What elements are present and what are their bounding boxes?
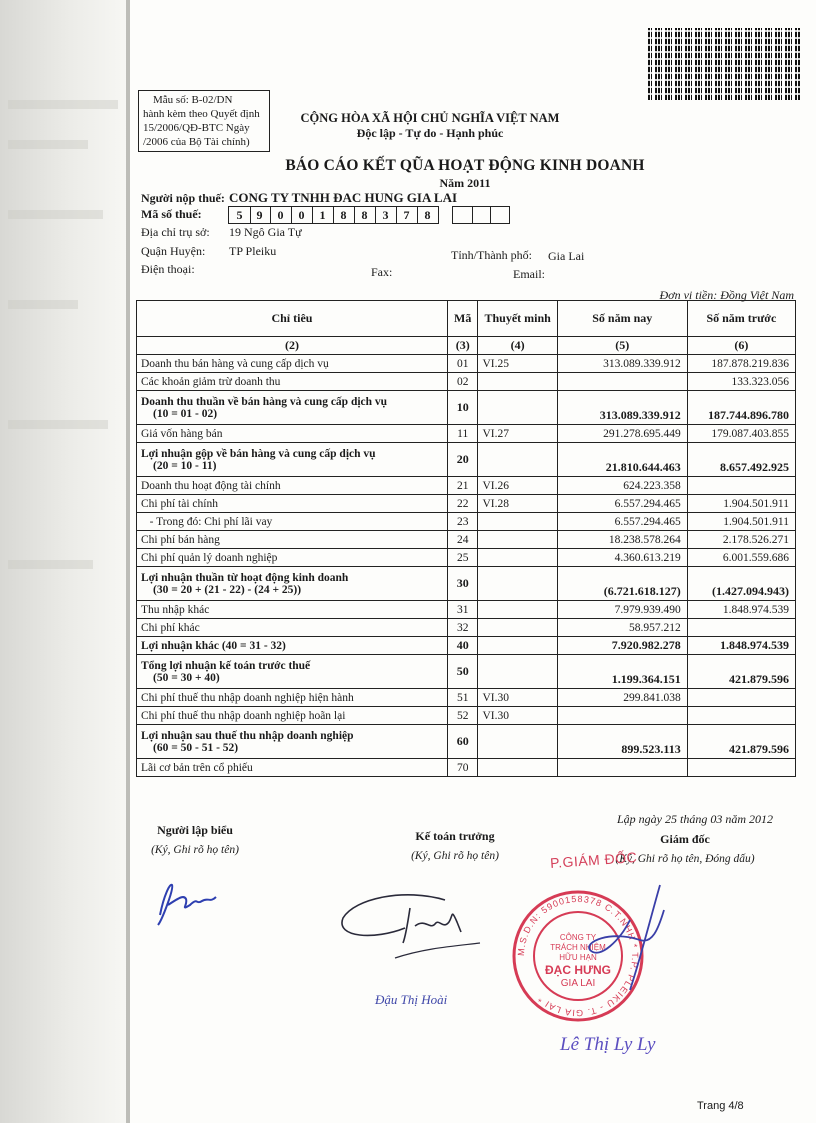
row-formula: (30 = 20 + (21 - 22) - (24 + 25)) (153, 583, 302, 596)
row-code: 11 (447, 425, 478, 443)
table-row (137, 531, 796, 549)
preparer-signature (150, 875, 225, 930)
row-current-year: 299.841.038 (557, 689, 687, 707)
row-note (478, 373, 557, 391)
district-label: Quận Huyện: (141, 244, 206, 258)
report-year: Năm 2011 (439, 176, 491, 190)
row-indicator (137, 689, 448, 707)
row-code: 21 (447, 477, 478, 495)
row-note (478, 655, 557, 689)
row-previous-year: 1.904.501.911 (687, 495, 795, 513)
row-label: Lợi nhuận khác (40 = 31 - 32) (141, 639, 286, 652)
taxcode-digit: 8 (333, 206, 355, 224)
row-code: 50 (447, 655, 478, 689)
svg-text:ĐẠC HƯNG: ĐẠC HƯNG (545, 963, 611, 977)
row-code: 25 (447, 549, 478, 567)
taxpayer-name: CONG TY TNHH ĐAC HUNG GIA LAI (229, 190, 458, 205)
address-value: 19 Ngô Gia Tự (229, 225, 302, 239)
row-indicator (137, 443, 448, 477)
row-label: Chi phí quản lý doanh nghiệp (141, 551, 278, 564)
row-label: Các khoản giảm trừ doanh thu (141, 375, 281, 388)
row-current-year: 291.278.695.449 (557, 425, 687, 443)
row-label: Lợi nhuận thuần từ hoạt động kinh doanh (141, 571, 349, 584)
table-row (137, 567, 796, 601)
row-current-year: 313.089.339.912 (557, 391, 687, 425)
country-name: CỘNG HÒA XÃ HỘI CHỦ NGHĨA VIỆT NAM (300, 111, 560, 125)
taxcode-digit: 0 (270, 206, 292, 224)
director-note: (Ký, Ghi rõ họ tên, Đóng dấu) (615, 853, 755, 865)
row-indicator (137, 513, 448, 531)
province-value: Gia Lai (548, 249, 585, 263)
bleed-through (8, 300, 78, 309)
table-row (137, 601, 796, 619)
row-current-year: 18.238.578.264 (557, 531, 687, 549)
row-previous-year: 187.878.219.836 (687, 355, 795, 373)
row-previous-year: 133.323.056 (687, 373, 795, 391)
taxcode-digit: 0 (291, 206, 313, 224)
svg-text:TRÁCH NHIỆM: TRÁCH NHIỆM (550, 943, 606, 952)
bleed-through (8, 210, 103, 219)
row-note: VI.30 (478, 689, 557, 707)
row-label: Chi phí thuế thu nhập doanh nghiệp hoãn lại (141, 709, 346, 722)
row-note (478, 391, 557, 425)
form-line: hành kèm theo Quyết định (143, 108, 260, 120)
row-previous-year (687, 707, 795, 725)
row-indicator (137, 391, 448, 425)
row-previous-year (687, 689, 795, 707)
national-motto: Độc lập - Tự do - Hạnh phúc (356, 126, 504, 140)
taxcode-branch-box (490, 206, 510, 224)
row-previous-year: 421.879.596 (687, 655, 795, 689)
row-current-year: 313.089.339.912 (557, 355, 687, 373)
row-current-year: 7.979.939.490 (557, 601, 687, 619)
table-row (137, 355, 796, 373)
row-label: Doanh thu bán hàng và cung cấp dịch vụ (141, 357, 329, 370)
table-row (137, 495, 796, 513)
row-indicator (137, 637, 448, 655)
row-note (478, 637, 557, 655)
row-label: Chi phí khác (141, 621, 200, 634)
report-date: Lập ngày 25 tháng 03 năm 2012 (617, 812, 773, 826)
row-current-year: 624.223.358 (557, 477, 687, 495)
row-code: 02 (447, 373, 478, 391)
row-indicator (137, 477, 448, 495)
table-row (137, 655, 796, 689)
taxcode-branch-box (452, 206, 473, 224)
row-label: Doanh thu thuần về bán hàng và cung cấp dịch vụ (141, 395, 388, 408)
table-row (137, 725, 796, 759)
row-indicator (137, 549, 448, 567)
row-indicator (137, 707, 448, 725)
phone-label: Điện thoại: (141, 262, 195, 276)
row-label: - Trong đó: Chi phí lãi vay (141, 515, 273, 528)
form-number-box (138, 90, 270, 152)
row-label: Thu nhập khác (141, 603, 210, 616)
svg-text:HỮU HẠN: HỮU HẠN (559, 953, 597, 962)
row-current-year: 1.199.364.151 (557, 655, 687, 689)
taxcode-digit: 3 (375, 206, 397, 224)
row-label: Doanh thu hoạt động tài chính (141, 479, 281, 492)
row-indicator (137, 725, 448, 759)
page-fold-edge (126, 0, 130, 1123)
row-previous-year (687, 759, 795, 777)
row-formula: (20 = 10 - 11) (153, 459, 217, 472)
table-row (137, 707, 796, 725)
col-header-indicator: Chỉ tiêu (137, 301, 448, 337)
taxpayer-label: Người nộp thuế: (141, 191, 225, 205)
preparer-block (140, 823, 250, 856)
table-row (137, 425, 796, 443)
preparer-title: Người lập biểu (157, 823, 233, 837)
email-label: Email: (513, 267, 545, 281)
row-label: Chi phí bán hàng (141, 533, 220, 546)
row-note (478, 619, 557, 637)
taxcode-digit: 7 (396, 206, 418, 224)
svg-text:GIA LAI: GIA LAI (560, 978, 596, 989)
barcode-2d (648, 28, 800, 100)
row-previous-year: (1.427.094.943) (687, 567, 795, 601)
table-row (137, 549, 796, 567)
svg-text:M.S.D.N: 5900158378 C.T.NHH *: M.S.D.N: 5900158378 C.T.NHH * T.P. PLEIKU - T. GIA LAI * (515, 893, 641, 1019)
form-line: 15/2006/QĐ-BTC Ngày (143, 122, 250, 134)
table-row (137, 443, 796, 477)
row-current-year: 58.957.212 (557, 619, 687, 637)
table-row (137, 373, 796, 391)
accountant-name-handwritten: Đậu Thị Hoài (375, 992, 448, 1007)
stamp-title: P.GIÁM ĐỐC (549, 848, 638, 872)
row-previous-year (687, 619, 795, 637)
row-current-year: 4.360.613.219 (557, 549, 687, 567)
row-note: VI.30 (478, 707, 557, 725)
row-note (478, 567, 557, 601)
row-code: 24 (447, 531, 478, 549)
row-label: Giá vốn hàng bán (141, 427, 223, 440)
row-previous-year: 1.904.501.911 (687, 513, 795, 531)
col-header-current: Số năm nay (557, 301, 687, 337)
bleed-through (8, 560, 93, 569)
row-formula: (10 = 01 - 02) (153, 407, 218, 420)
accountant-block (400, 829, 510, 862)
row-label: Chi phí thuế thu nhập doanh nghiệp hiện hành (141, 691, 354, 704)
currency-unit: Đơn vị tiền: Đồng Việt Nam (659, 288, 794, 302)
row-current-year: 6.557.294.465 (557, 513, 687, 531)
row-indicator (137, 759, 448, 777)
row-current-year: (6.721.618.127) (557, 567, 687, 601)
table-row (137, 477, 796, 495)
row-current-year: 899.523.113 (557, 725, 687, 759)
form-line: /2006 của Bộ Tài chính) (143, 136, 250, 148)
row-indicator (137, 567, 448, 601)
report-title: BÁO CÁO KẾT QŨA HOẠT ĐỘNG KINH DOANH (285, 157, 645, 174)
row-code: 40 (447, 637, 478, 655)
row-indicator (137, 355, 448, 373)
row-indicator (137, 373, 448, 391)
col-header-previous: Số năm trước (687, 301, 795, 337)
table-row (137, 619, 796, 637)
svg-text:CÔNG TY: CÔNG TY (559, 933, 597, 942)
row-label: Chi phí tài chính (141, 497, 218, 510)
income-statement-table (136, 300, 796, 777)
row-previous-year: 2.178.526.271 (687, 531, 795, 549)
taxcode-digit: 1 (312, 206, 334, 224)
row-indicator (137, 531, 448, 549)
director-name-handwritten: Lê Thị Ly Ly (560, 1034, 656, 1055)
row-code: 23 (447, 513, 478, 531)
accountant-title: Kế toán trưởng (415, 829, 495, 843)
row-indicator (137, 601, 448, 619)
row-code: 70 (447, 759, 478, 777)
row-code: 60 (447, 725, 478, 759)
table-row (137, 637, 796, 655)
table-row (137, 759, 796, 777)
taxcode-digit: 5 (228, 206, 251, 224)
row-note (478, 531, 557, 549)
bleed-through (8, 420, 108, 429)
fax-label: Fax: (371, 265, 393, 279)
taxcode-label: Mã số thuế: (141, 207, 202, 221)
address-label: Địa chỉ trụ sở: (141, 225, 210, 239)
row-previous-year: 421.879.596 (687, 725, 795, 759)
row-note: VI.27 (478, 425, 557, 443)
table-row (137, 391, 796, 425)
row-code: 22 (447, 495, 478, 513)
form-line: Mẫu số: B-02/DN (153, 94, 233, 106)
row-note (478, 443, 557, 477)
bleed-through (8, 140, 88, 149)
col-sub-note: (4) (478, 337, 557, 355)
taxcode-digit: 8 (354, 206, 376, 224)
row-previous-year: 179.087.403.855 (687, 425, 795, 443)
row-indicator (137, 655, 448, 689)
col-sub-indicator: (2) (137, 337, 448, 355)
row-label: Lợi nhuận gộp về bán hàng và cung cấp dịch vụ (141, 447, 376, 460)
row-code: 30 (447, 567, 478, 601)
row-current-year: 7.920.982.278 (557, 637, 687, 655)
row-formula: (60 = 50 - 51 - 52) (153, 741, 239, 754)
row-label: Lãi cơ bản trên cổ phiếu (141, 761, 253, 774)
accountant-signature (335, 888, 485, 978)
taxcode-digit: 9 (249, 206, 271, 224)
row-previous-year: 6.001.559.686 (687, 549, 795, 567)
row-previous-year: 1.848.974.539 (687, 637, 795, 655)
row-indicator (137, 425, 448, 443)
table-row (137, 513, 796, 531)
province-label: Tỉnh/Thành phố: (451, 248, 532, 262)
row-note: VI.28 (478, 495, 557, 513)
row-previous-year: 8.657.492.925 (687, 443, 795, 477)
col-header-code: Mã (447, 301, 478, 337)
row-code: 01 (447, 355, 478, 373)
director-title: Giám đốc (660, 832, 710, 846)
row-code: 32 (447, 619, 478, 637)
row-note: VI.26 (478, 477, 557, 495)
row-indicator (137, 619, 448, 637)
director-signature (570, 880, 680, 1000)
row-code: 31 (447, 601, 478, 619)
row-note (478, 759, 557, 777)
col-sub-previous: (6) (687, 337, 795, 355)
row-previous-year (687, 477, 795, 495)
row-label: Tổng lợi nhuận kế toán trước thuế (141, 659, 311, 672)
page-number: Trang 4/8 (697, 1100, 744, 1112)
taxcode-branch-box (471, 206, 491, 224)
row-note (478, 601, 557, 619)
row-code: 52 (447, 707, 478, 725)
row-previous-year: 1.848.974.539 (687, 601, 795, 619)
col-sub-current: (5) (557, 337, 687, 355)
accountant-note: (Ký, Ghi rõ họ tên) (411, 850, 499, 862)
row-code: 20 (447, 443, 478, 477)
row-current-year (557, 759, 687, 777)
row-note (478, 513, 557, 531)
row-code: 51 (447, 689, 478, 707)
district-value: TP Pleiku (229, 244, 277, 258)
row-formula: (50 = 30 + 40) (153, 671, 220, 684)
row-note: VI.25 (478, 355, 557, 373)
row-code: 10 (447, 391, 478, 425)
taxcode-digit: 8 (417, 206, 439, 224)
preparer-note: (Ký, Ghi rõ họ tên) (151, 844, 239, 856)
row-current-year: 6.557.294.465 (557, 495, 687, 513)
bleed-through (8, 100, 118, 109)
col-sub-code: (3) (447, 337, 478, 355)
row-indicator (137, 495, 448, 513)
row-previous-year: 187.744.896.780 (687, 391, 795, 425)
row-current-year: 21.810.644.463 (557, 443, 687, 477)
row-note (478, 549, 557, 567)
table-row (137, 689, 796, 707)
row-current-year (557, 373, 687, 391)
row-label: Lợi nhuận sau thuế thu nhập doanh nghiệp (141, 729, 354, 742)
row-current-year (557, 707, 687, 725)
col-header-note: Thuyết minh (478, 301, 557, 337)
row-note (478, 725, 557, 759)
